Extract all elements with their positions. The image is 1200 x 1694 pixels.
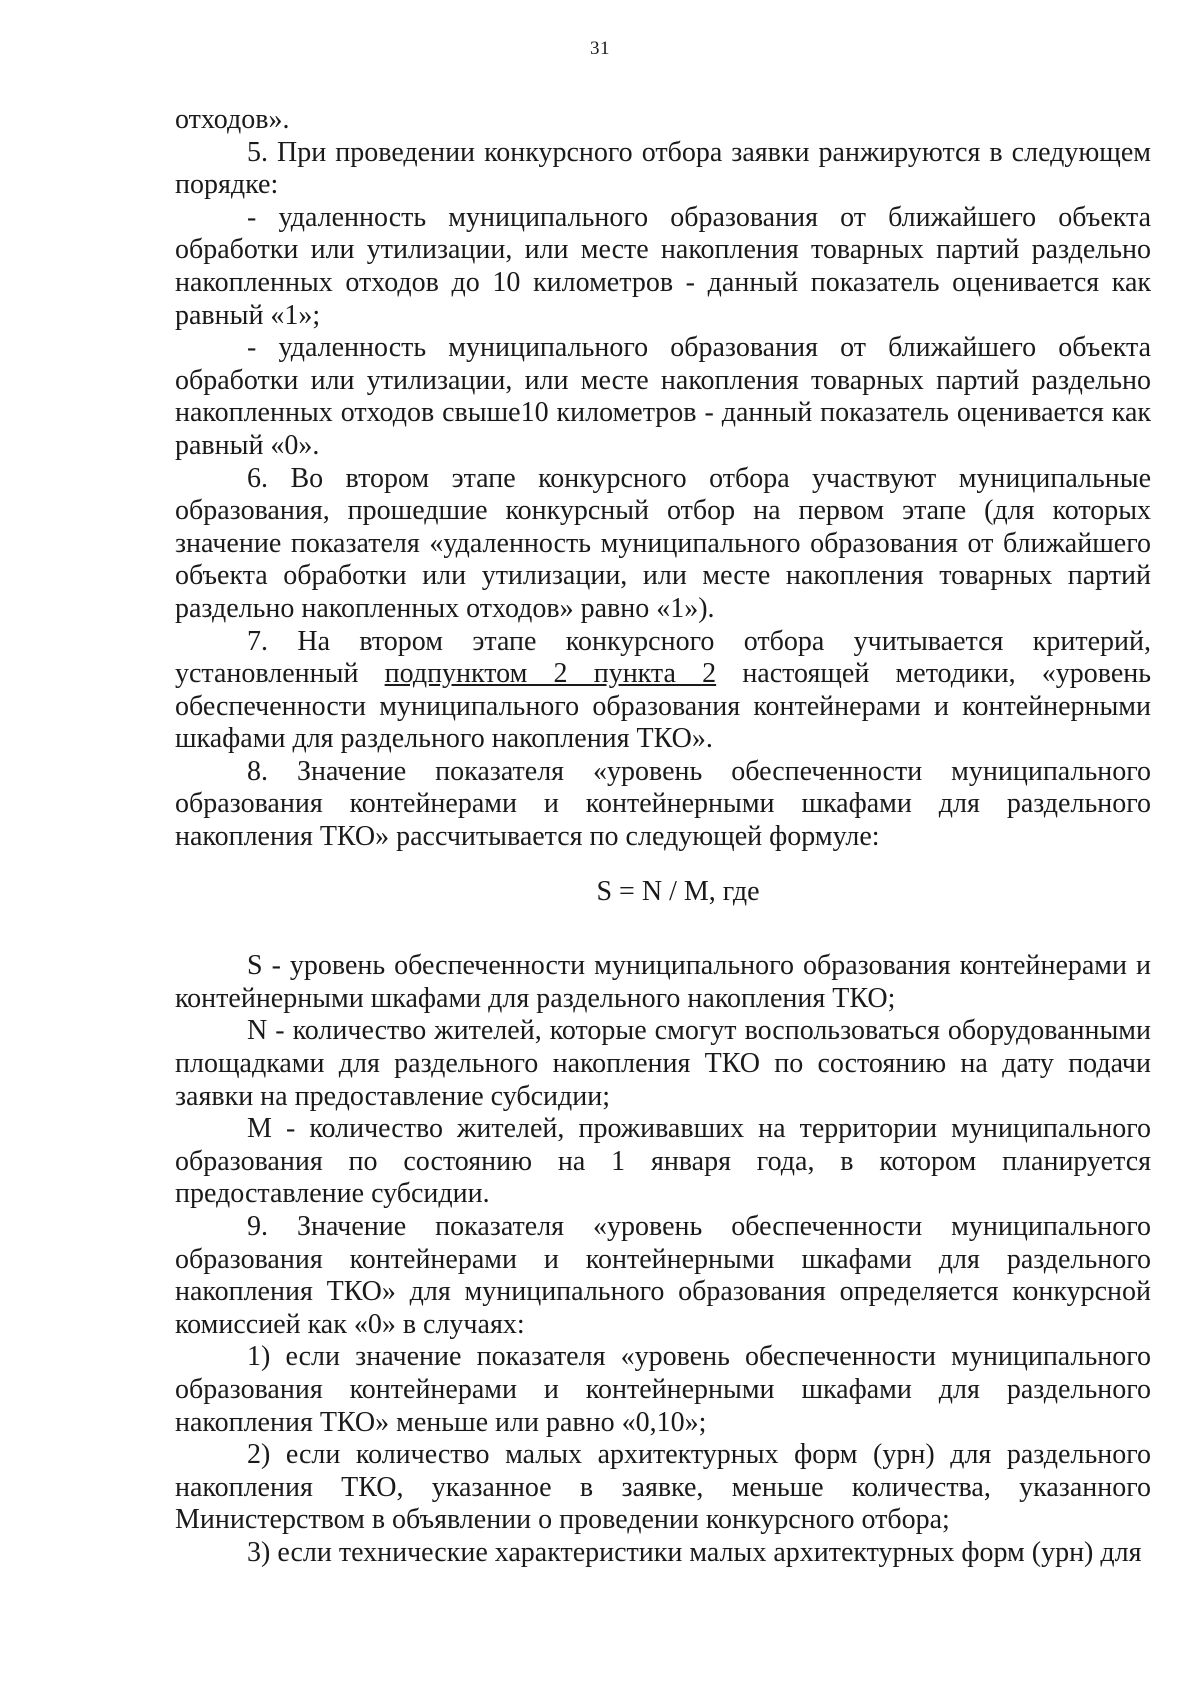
subparagraph-reference-link[interactable]: подпунктом 2 пункта 2: [384, 658, 717, 690]
case-2: 2) если количество малых архитектурных форм (урн) для раздельного накопления ТКО, указанное в заявке, меньше количества, указанного Министерством в объявлении о проведении конкурсного отбора;: [175, 1439, 1151, 1536]
page-number: 31: [590, 38, 610, 59]
case-1: 1) если значение показателя «уровень обеспеченности муниципального образования контейнерами и контейнерными шкафами для раздельного накопления ТКО» меньше или равно «0,10»;: [175, 1341, 1151, 1438]
case-3: 3) если технические характеристики малых архитектурных форм (урн) для: [247, 1536, 1142, 1568]
paragraph-5: 5. При проведении конкурсного отбора заявки ранжируются в следующем порядке:: [175, 136, 1151, 201]
formula: S = N / M, где: [596, 875, 760, 907]
paragraph-6: 6. Во втором этапе конкурсного отбора участвуют муниципальные образования, прошедшие конкурсный отбор на первом этапе (для которых значение показателя «удаленность муниципального образования от ближайшего объекта обработки или утилизации, или месте накопления товарных партий раздельно накопленных отходов» равно «1»).: [175, 462, 1151, 624]
paragraph-7-text-before: 7. На втором этапе конкурсного отбора учитывается критерий, установленный: [175, 625, 1151, 690]
paragraph-continuation: отходов».: [175, 104, 290, 135]
definition-m: M - количество жителей, проживавших на территории муниципального образования по состоянию на 1 января года, в котором планируется предоставление субсидии.: [175, 1113, 1151, 1210]
document-body: [175, 104, 1151, 1570]
paragraph-9: 9. Значение показателя «уровень обеспеченности муниципального образования контейнерами и контейнерными шкафами для раздельного накопления ТКО» для муниципального образования определяется конкурсной комиссией как «0» в случаях:: [175, 1211, 1151, 1340]
paragraph-7-text-after: настоящей методики, «уровень обеспеченности муниципального образования контейнерами и контейнерными шкафами для раздельного накопления ТКО».: [175, 658, 1152, 755]
definition-s: S - уровень обеспеченности муниципального образования контейнерами и контейнерными шкафами для раздельного накопления ТКО;: [175, 950, 1151, 1014]
list-item-distance-over-10km: - удаленность муниципального образования от ближайшего объекта обработки или утилизации, или месте накопления товарных партий раздельно накопленных отходов свыше10 километров - данный показатель оценивается как равный «0».: [175, 332, 1151, 461]
paragraph-8: 8. Значение показателя «уровень обеспеченности муниципального образования контейнерами и контейнерными шкафами для раздельного накопления ТКО» рассчитывается по следующей формуле:: [175, 755, 1151, 853]
paragraph-7: [175, 626, 1151, 756]
definition-n: N - количество жителей, которые смогут воспользоваться оборудованными площадками для раздельного накопления ТКО по состоянию на дату подачи заявки на предоставление субсидии;: [175, 1015, 1151, 1112]
list-item-distance-up-to-10km: - удаленность муниципального образования от ближайшего объекта обработки или утилизации, или месте накопления товарных партий раздельно накопленных отходов до 10 километров - данный показатель оценивается как равный «1»;: [175, 201, 1151, 331]
